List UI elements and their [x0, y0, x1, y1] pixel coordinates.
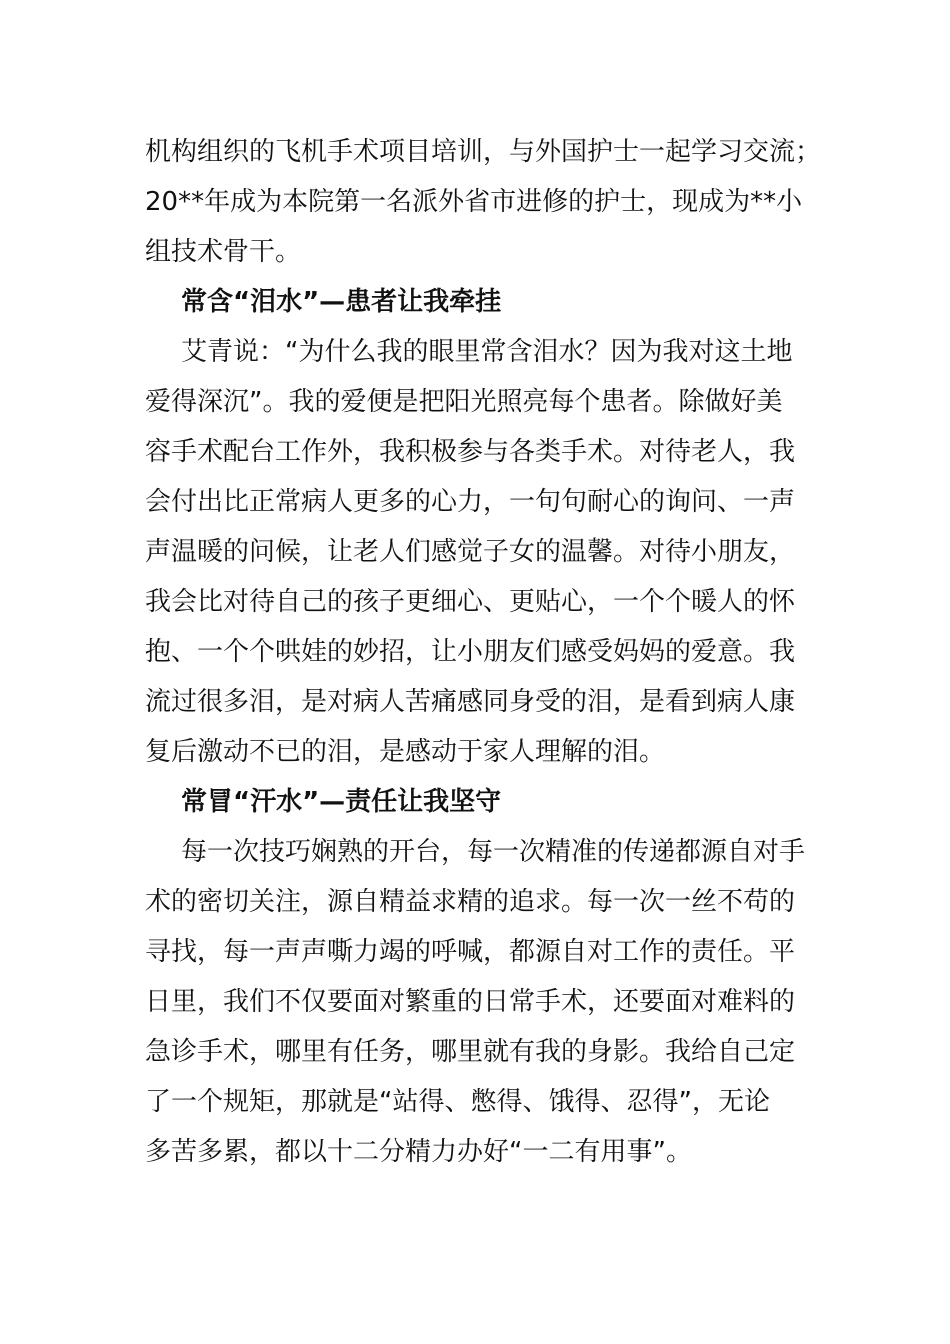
document-body: [145, 127, 822, 1177]
body-text-line: 爱得深沉”。我的爱便是把阳光照亮每个患者。除做好美: [145, 387, 783, 417]
body-text-line: 寻找，每一声声嘶力竭的呼喊，都源自对工作的责任。平: [145, 937, 796, 967]
paragraph-first-line: 每一次技巧娴熟的开台，每一次精准的传递都源自对手: [181, 837, 806, 867]
body-text-line: 机构组织的飞机手术项目培训，与外国护士一起学习交流；: [145, 137, 822, 167]
body-text-line: 抱、一个个哄娃的妙招，让小朋友们感受妈妈的爱意。我: [145, 637, 796, 667]
body-text-line: 日里，我们不仅要面对繁重的日常手术，还要面对难料的: [145, 987, 796, 1017]
body-text-line: 20**年成为本院第一名派外省市进修的护士，现成为**小: [145, 187, 803, 217]
body-text-line: 会付出比正常病人更多的心力，一句句耐心的询问、一声: [145, 487, 796, 517]
paragraph-first-line: 艾青说：“为什么我的眼里常含泪水？因为我对这土地: [181, 337, 793, 367]
body-text-line: 复后激动不已的泪，是感动于家人理解的泪。: [145, 737, 666, 767]
section-heading: 常冒“汗水”—责任让我坚守: [181, 787, 502, 817]
body-text-line: 流过很多泪，是对病人苦痛感同身受的泪，是看到病人康: [145, 687, 796, 717]
section-heading: 常含“泪水”—患者让我牵挂: [181, 287, 502, 317]
body-text-line: 术的密切关注，源自精益求精的追求。每一次一丝不苟的: [145, 887, 796, 917]
body-text-line: 组技术骨干。: [145, 237, 302, 267]
body-text-line: 了一个规矩，那就是“站得、憋得、饿得、忍得”，无论: [145, 1087, 770, 1117]
body-text-line: 容手术配台工作外，我积极参与各类手术。对待老人，我: [145, 437, 796, 467]
body-text-line: 急诊手术，哪里有任务，哪里就有我的身影。我给自己定: [145, 1037, 796, 1067]
body-text-line: 声温暖的问候，让老人们感觉子女的温馨。对待小朋友，: [145, 537, 796, 567]
body-text-line: 我会比对待自己的孩子更细心、更贴心，一个个暖人的怀: [145, 587, 796, 617]
body-text-line: 多苦多累，都以十二分精力办好“一二有用事”。: [145, 1137, 692, 1167]
